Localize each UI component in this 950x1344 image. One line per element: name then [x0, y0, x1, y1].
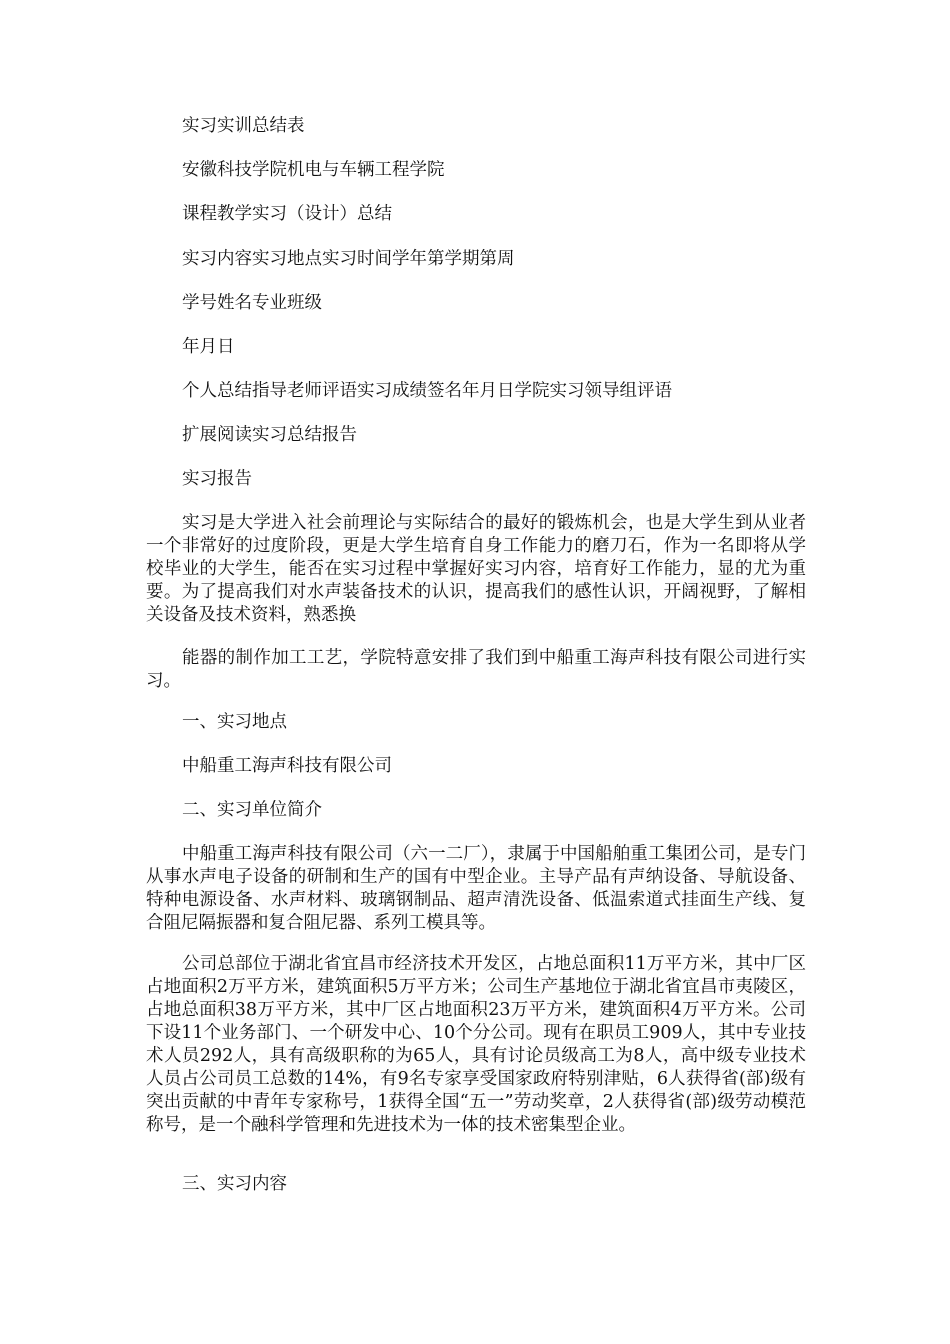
location-text: 中船重工海声科技有限公司	[182, 756, 392, 776]
evaluation-fields-line: 个人总结指导老师评语实习成绩签名年月日学院实习领导组评语	[182, 381, 672, 401]
course-summary-heading: 课程教学实习（设计）总结	[182, 204, 392, 224]
date-line: 年月日	[182, 337, 235, 357]
intro-paragraph: 实习是大学进入社会前理论与实际结合的最好的锻炼机会，也是大学生到从业者一个非常好的过度阶段，更是大学生培育自身工作能力的磨刀石，作为一名即将从学校毕业的大学生，能否在实习过程中掌握好实习内容，培育好工作能力，显的尤为重要。为了提高我们对水声装备技术的认识，提高我们的感性认识，开阔视野，了解相关设备及技术资料，熟悉换	[146, 513, 806, 625]
report-title: 实习报告	[182, 469, 252, 489]
company-intro-paragraph: 中船重工海声科技有限公司（六一二厂），隶属于中国船舶重工集团公司，是专门从事水声电子设备的研制和生产的国有中型企业。主导产品有声纳设备、导航设备、特种电源设备、水声材料、玻璃钢制品、超声清洗设备、低温索道式挂面生产线、复合阻尼隔振器和复合阻尼器、系列工模具等。	[146, 844, 806, 933]
company-details-paragraph: 公司总部位于湖北省宜昌市经济技术开发区，占地总面积11万平方米，其中厂区占地面积2万平方米，建筑面积5万平方米；公司生产基地位于湖北省宜昌市夷陵区，占地总面积38万平方米，其中厂区占地面积23万平方米，建筑面积4万平方米。公司下设11个业务部门、一个研发中心、10个分公司。现有在职员工909人，其中专业技术人员292人，具有高级职称的为65人，具有讨论员级高工为8人，高中级专业技术人员占公司员工总数的14%，有9名专家享受国家政府特别津贴，6人获得省(部)级有突出贡献的中青年专家称号，1获得全国“五一”劳动奖章，2人获得省(部)级劳动模范称号，是一个融科学管理和先进技术为一体的技术密集型企业。	[146, 954, 806, 1135]
student-fields-line: 学号姓名专业班级	[182, 293, 322, 313]
section-heading-content: 三、实习内容	[182, 1174, 287, 1194]
intro-continuation-paragraph: 能器的制作加工工艺，学院特意安排了我们到中船重工海声科技有限公司进行实习。	[146, 648, 806, 691]
section-heading-company: 二、实习单位简介	[182, 800, 322, 820]
internship-fields-line: 实习内容实习地点实习时间学年第学期第周	[182, 249, 515, 269]
section-heading-location: 一、实习地点	[182, 712, 287, 732]
doc-title: 实习实训总结表	[182, 116, 305, 136]
extended-reading-line: 扩展阅读实习总结报告	[182, 425, 357, 445]
college-name: 安徽科技学院机电与车辆工程学院	[182, 160, 445, 180]
